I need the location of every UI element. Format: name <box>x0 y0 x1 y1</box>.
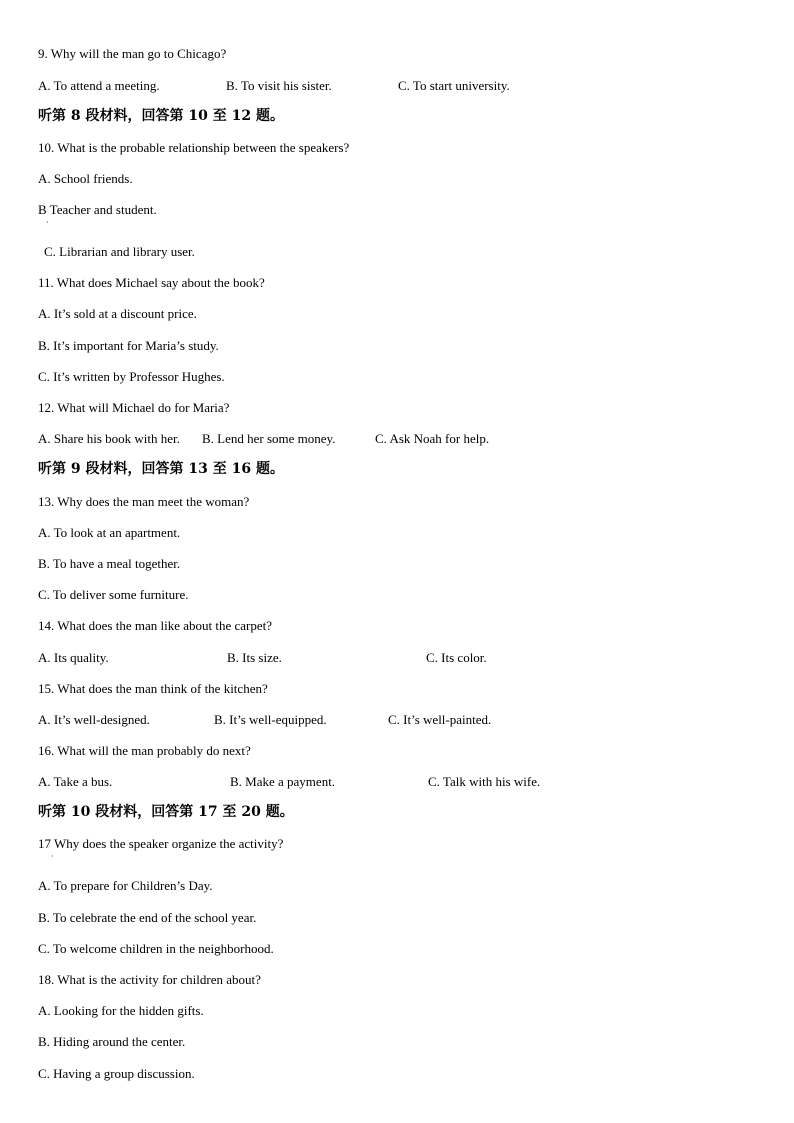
q18-option-a: A. Looking for the hidden gifts. <box>38 1003 204 1018</box>
q9-option-a: A. To attend a meeting. <box>38 78 160 93</box>
q16-option-a: A. Take a bus. <box>38 774 113 789</box>
q18-option-c: C. Having a group discussion. <box>38 1066 195 1081</box>
q12-option-a: A. Share his book with her. <box>38 431 180 446</box>
question-18: 18. What is the activity for children about? <box>38 972 261 987</box>
q10-option-c: C. Librarian and library user. <box>44 244 195 259</box>
question-16: 16. What will the man probably do next? <box>38 743 251 758</box>
q12-option-c: C. Ask Noah for help. <box>375 431 490 446</box>
question-15: 15. What does the man think of the kitchen? <box>38 681 268 696</box>
q9-option-c: C. To start university. <box>398 78 510 93</box>
stray-mark: · <box>46 218 49 227</box>
question-10: 10. What is the probable relationship between the speakers? <box>38 140 350 155</box>
q15-option-b: B. It’s well-equipped. <box>214 712 327 727</box>
question-17: 17 Why does the speaker organize the activity? <box>38 836 284 851</box>
q17-option-b: B. To celebrate the end of the school year. <box>38 910 257 925</box>
q12-option-b: B. Lend her some money. <box>202 431 336 446</box>
q10-option-b: B Teacher and student. <box>38 202 157 217</box>
question-13: 13. Why does the man meet the woman? <box>38 494 250 509</box>
q14-option-c: C. Its color. <box>426 650 487 665</box>
q11-option-a: A. It’s sold at a discount price. <box>38 306 197 321</box>
q16-option-c: C. Talk with his wife. <box>428 774 541 789</box>
question-12: 12. What will Michael do for Maria? <box>38 400 230 415</box>
q17-option-a: A. To prepare for Children’s Day. <box>38 878 213 893</box>
section-9-heading: 听第 9 段材料，回答第 13 至 16 题。 <box>38 461 284 477</box>
question-9: 9. Why will the man go to Chicago? <box>38 46 227 61</box>
q13-option-c: C. To deliver some furniture. <box>38 587 189 602</box>
q14-option-b: B. Its size. <box>227 650 282 665</box>
q13-option-b: B. To have a meal together. <box>38 556 181 571</box>
q17-option-c: C. To welcome children in the neighborhood. <box>38 941 274 956</box>
q9-option-b: B. To visit his sister. <box>226 78 332 93</box>
q13-option-a: A. To look at an apartment. <box>38 525 181 540</box>
q11-option-b: B. It’s important for Maria’s study. <box>38 338 219 353</box>
q15-option-c: C. It’s well-painted. <box>388 712 492 727</box>
q15-option-a: A. It’s well-designed. <box>38 712 150 727</box>
q11-option-c: C. It’s written by Professor Hughes. <box>38 369 225 384</box>
q10-option-a: A. School friends. <box>38 171 133 186</box>
stray-mark: · <box>51 852 54 861</box>
section-10-heading: 听第 10 段材料，回答第 17 至 20 题。 <box>38 804 294 820</box>
question-14: 14. What does the man like about the carpet? <box>38 618 273 633</box>
question-11: 11. What does Michael say about the book? <box>38 275 265 290</box>
q18-option-b: B. Hiding around the center. <box>38 1034 186 1049</box>
section-8-heading: 听第 8 段材料，回答第 10 至 12 题。 <box>38 108 284 124</box>
q14-option-a: A. Its quality. <box>38 650 109 665</box>
q16-option-b: B. Make a payment. <box>230 774 336 789</box>
